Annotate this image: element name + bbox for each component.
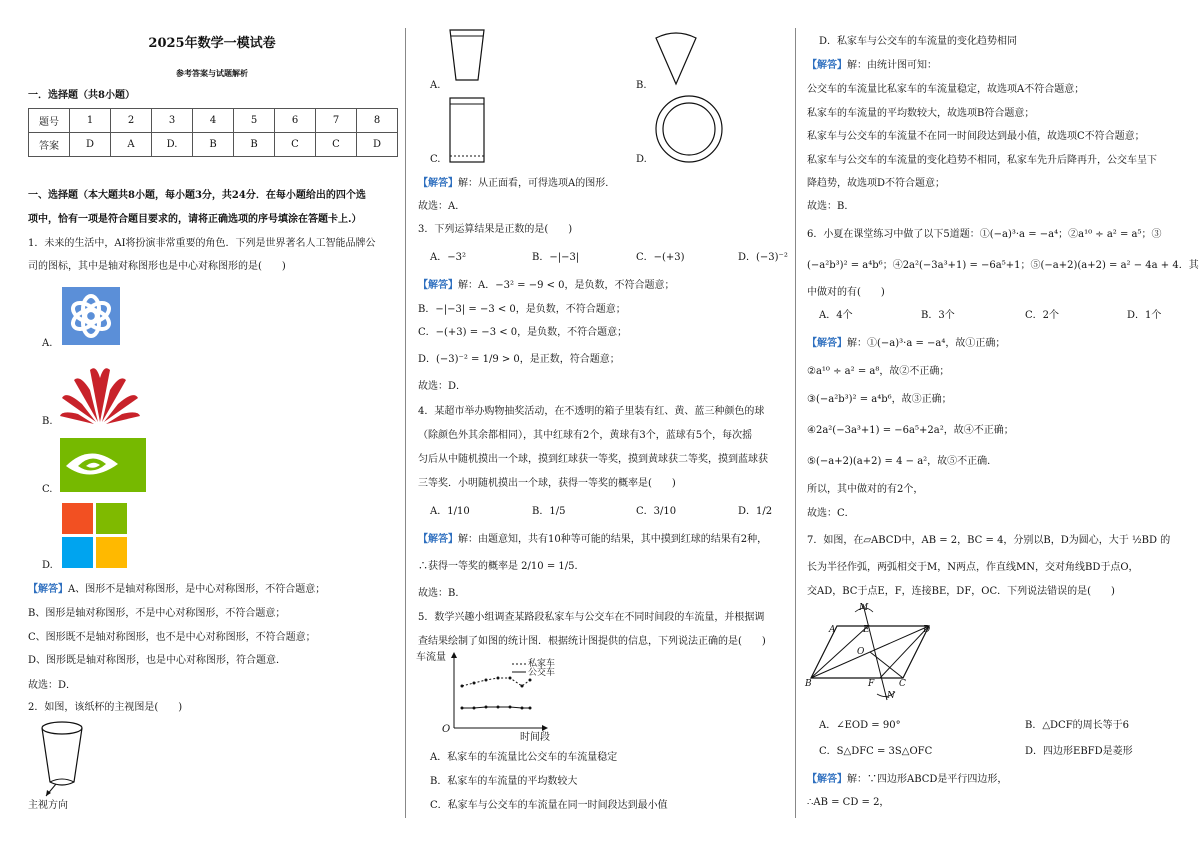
q4-stem: 三等奖．小明随机摸出一个球，获得一等奖的概率是( ) bbox=[418, 478, 676, 489]
q1-answer-line: C、图形既不是轴对称图形，也不是中心对称图形，不符合题意； bbox=[28, 632, 316, 643]
q4-stem: 匀后从中随机摸出一个球，摸到红球获一等奖，摸到黄球获二等奖，摸到蓝球获 bbox=[418, 454, 768, 465]
cup-view-a-icon bbox=[448, 28, 486, 82]
q7-answer-line: ∴AB = CD = 2， bbox=[807, 797, 890, 808]
q1-stem: 司的图标，其中是轴对称图形也是中心对称图形的是( ) bbox=[28, 261, 286, 272]
q1-option-b: B. bbox=[42, 416, 53, 427]
parallelogram-figure bbox=[807, 600, 947, 704]
q2-option-d: D. bbox=[636, 154, 647, 165]
q4-stem: （除颜色外其余都相同），其中红球有2个，黄球有3个，蓝球有5个，每次摇 bbox=[418, 430, 753, 441]
answer-tag: 【解答】 bbox=[807, 338, 847, 349]
q4-answer bbox=[418, 534, 767, 546]
section-heading: 一．选择题（共8小题） bbox=[28, 90, 135, 101]
table-cell: D. bbox=[152, 133, 193, 157]
q6-stem: (−a²b³)² = a⁴b⁶；④2a²(−3a³+1) = −6a⁵+1；⑤(−a+2)(a+2) = a² − 4a + 4．其 bbox=[807, 260, 1199, 271]
segment-oc bbox=[870, 652, 903, 678]
q4-answer-line: ∴获得一等奖的概率是 2/10 = 1/5． bbox=[418, 561, 585, 572]
private-car-points bbox=[461, 677, 532, 688]
paper-cup-icon bbox=[40, 720, 90, 796]
answer-text: 解：从正面看，可得选项A的图形． bbox=[458, 178, 616, 189]
cup-view-c-icon bbox=[448, 96, 486, 164]
q2-answer bbox=[418, 178, 615, 190]
view-direction-label: 主视方向 bbox=[28, 800, 68, 811]
label-n: N bbox=[887, 691, 895, 701]
answer-tag: 【解答】 bbox=[418, 178, 458, 189]
q7-answer bbox=[807, 774, 1007, 786]
microsoft-logo-icon bbox=[62, 503, 128, 569]
ms-green-square bbox=[96, 503, 127, 534]
table-cell: C bbox=[275, 133, 316, 157]
label-e: E bbox=[863, 625, 870, 635]
q2-option-c: C. bbox=[430, 154, 441, 165]
answer-table bbox=[28, 108, 398, 157]
q3-option-c: C．−(+3) bbox=[636, 252, 685, 263]
q7-option-d: D．四边形EBFD是菱形 bbox=[1025, 746, 1133, 757]
q7-option-b: B．△DCF的周长等于6 bbox=[1025, 720, 1130, 731]
label-d: D bbox=[923, 625, 931, 635]
ms-yellow-square bbox=[96, 537, 127, 568]
q3-option-d: D．(−3)⁻² bbox=[738, 252, 788, 263]
cup-view-d-icon bbox=[654, 94, 724, 164]
q5-stem: 5．数学兴趣小组调查某路段私家车与公交车在不同时间段的车流量，并根据调 bbox=[418, 612, 765, 623]
q4-stem: 4．某超市举办购物抽奖活动，在不透明的箱子里装有红、黄、蓝三种颜色的球 bbox=[418, 406, 765, 417]
q6-option-c: C．2个 bbox=[1025, 310, 1060, 321]
answer-tag: 【解答】 bbox=[807, 774, 847, 785]
q5-answer-line: 公交车的车流量比私家车的车流量稳定，故选项A不符合题意； bbox=[807, 84, 1085, 95]
label-m: M bbox=[859, 603, 869, 613]
column-3 bbox=[803, 0, 1199, 848]
q7-option-a: A．∠EOD = 90° bbox=[819, 720, 901, 731]
chart-origin: O bbox=[442, 724, 451, 735]
q5-option-b: B．私家车的车流量的平均数较大 bbox=[430, 776, 578, 787]
column-divider bbox=[405, 28, 406, 818]
q3-choose: 故选：D． bbox=[418, 381, 467, 392]
label-o: O bbox=[857, 647, 865, 657]
table-row bbox=[29, 109, 398, 133]
q6-answer-line: ⑤(−a+2)(a+2) = 4 − a²，故⑤不正确． bbox=[807, 456, 998, 467]
table-cell: 8 bbox=[357, 109, 398, 133]
table-cell: 答案 bbox=[29, 133, 70, 157]
instructions-line: 一、选择题（本大题共8小题，每小题3分，共24分．在每小题给出的四个选 bbox=[28, 190, 366, 201]
answer-text: 解：①(−a)³·a = −a⁴，故①正确； bbox=[847, 338, 1006, 349]
q1-option-c: C. bbox=[42, 484, 53, 495]
q4-option-a: A．1/10 bbox=[430, 506, 470, 517]
q6-stem: 中做对的有( ) bbox=[807, 287, 885, 298]
table-cell: B bbox=[234, 133, 275, 157]
column-1 bbox=[22, 0, 402, 848]
huawei-logo-icon bbox=[60, 364, 140, 426]
q1-answer-line: B、图形是轴对称图形，不是中心对称图形，不符合题意； bbox=[28, 608, 286, 619]
q5-option-d: D．私家车与公交车的车流量的变化趋势相同 bbox=[819, 36, 1018, 47]
answer-text: 解：由题意知，共有10种等可能的结果，其中摸到红球的结果有2种， bbox=[458, 534, 768, 545]
q1-choose: 故选：D． bbox=[28, 680, 77, 691]
openai-knot-icon bbox=[62, 287, 120, 345]
q6-option-a: A．4个 bbox=[819, 310, 853, 321]
segment-df bbox=[880, 626, 929, 678]
answer-tag: 【解答】 bbox=[28, 584, 68, 595]
q2-stem: 2．如图，该纸杯的主视图是( ) bbox=[28, 702, 183, 713]
q6-answer-line: 所以，其中做对的有2个， bbox=[807, 484, 924, 495]
answer-tag: 【解答】 bbox=[418, 280, 458, 291]
answer-text: A、图形不是轴对称图形，是中心对称图形，不符合题意； bbox=[68, 584, 326, 595]
table-cell: 5 bbox=[234, 109, 275, 133]
answer-text: 解：A．−3² = −9 < 0，是负数，不符合题意； bbox=[458, 280, 675, 291]
q5-option-c: C．私家车与公交车的车流量在同一时间段达到最小值 bbox=[430, 800, 668, 811]
q3-answer-line: B．−|−3| = −3 < 0，是负数，不符合题意； bbox=[418, 304, 626, 315]
table-cell: 3 bbox=[152, 109, 193, 133]
table-cell: 7 bbox=[316, 109, 357, 133]
q5-choose: 故选：B． bbox=[807, 201, 855, 212]
q1-answer-line: D、图形既是轴对称图形，也是中心对称图形，符合题意． bbox=[28, 655, 287, 666]
q3-answer-line: C．−(+3) = −3 < 0，是负数，不符合题意； bbox=[418, 327, 628, 338]
q7-stem: 7．如图，在▱ABCD中，AB = 2，BC = 4，分别以B，D为圆心，大于 ½BD 的 bbox=[807, 535, 1171, 546]
q6-answer bbox=[807, 338, 1005, 350]
q5-answer-line: 私家车与公交车的车流量不在同一时间段达到最小值，故选项C不符合题意； bbox=[807, 131, 1145, 142]
q4-option-c: C．3/10 bbox=[636, 506, 677, 517]
q1-stem: 1．未来的生活中，AI将扮演非常重要的角色．下列是世界著名人工智能品牌公 bbox=[28, 238, 376, 249]
q2-choose: 故选：A． bbox=[418, 201, 466, 212]
answer-text: 解：由统计图可知： bbox=[847, 60, 937, 71]
table-row bbox=[29, 133, 398, 157]
answer-tag: 【解答】 bbox=[418, 534, 458, 545]
q5-stem: 查结果绘制了如图的统计图．根据统计图提供的信息，下列说法正确的是( ) bbox=[418, 636, 766, 647]
table-cell: 2 bbox=[111, 109, 152, 133]
q7-option-c: C．S△DFC = 3S△OFC bbox=[819, 746, 933, 757]
table-cell: 题号 bbox=[29, 109, 70, 133]
chart-ylabel: 车流量 bbox=[416, 652, 446, 663]
label-b: B bbox=[805, 679, 812, 689]
table-cell: A bbox=[111, 133, 152, 157]
label-c: C bbox=[899, 679, 906, 689]
ms-red-square bbox=[62, 503, 93, 534]
q6-answer-line: ④2a²(−3a³+1) = −6a⁵+2a²，故④不正确； bbox=[807, 425, 1014, 436]
label-f: F bbox=[868, 679, 875, 689]
q5-answer-line: 私家车的车流量的平均数较大，故选项B符合题意； bbox=[807, 108, 1035, 119]
q3-answer bbox=[418, 280, 675, 292]
q3-stem: 3．下列运算结果是正数的是( ) bbox=[418, 224, 573, 235]
q6-answer-line: ②a¹⁰ ÷ a² = a⁸，故②不正确； bbox=[807, 366, 950, 377]
chart-xlabel: 时间段 bbox=[520, 732, 550, 743]
q1-option-d: D. bbox=[42, 560, 53, 571]
q5-answer bbox=[807, 60, 937, 72]
q2-option-a: A. bbox=[430, 80, 441, 91]
q7-stem: 长为半径作弧，两弧相交于M，N两点，作直线MN，交对角线BD于点O， bbox=[807, 562, 1139, 573]
q3-option-b: B．−|−3| bbox=[532, 252, 580, 263]
legend-private: 私家车 bbox=[528, 659, 556, 669]
line-mn bbox=[863, 604, 887, 700]
cup-view-b-icon bbox=[654, 30, 698, 86]
page-subtitle: 参考答案与试题解析 bbox=[176, 68, 248, 78]
answer-tag: 【解答】 bbox=[807, 60, 847, 71]
table-cell: 6 bbox=[275, 109, 316, 133]
q1-answer bbox=[28, 584, 325, 596]
page-title: 2025年数学一模试卷 bbox=[148, 36, 276, 51]
q6-option-d: D．1个 bbox=[1127, 310, 1162, 321]
q1-option-a: A. bbox=[42, 338, 53, 349]
table-cell: D bbox=[70, 133, 111, 157]
table-cell: D bbox=[357, 133, 398, 157]
table-cell: 1 bbox=[70, 109, 111, 133]
column-2 bbox=[414, 0, 794, 848]
legend-bus: 公交车 bbox=[528, 668, 556, 678]
label-a: A bbox=[829, 625, 836, 635]
nvidia-eye-icon bbox=[60, 438, 146, 492]
table-cell: 4 bbox=[193, 109, 234, 133]
q2-option-b: B. bbox=[636, 80, 647, 91]
q4-option-d: D．1/2 bbox=[738, 506, 773, 517]
table-cell: C bbox=[316, 133, 357, 157]
q4-choose: 故选：B． bbox=[418, 588, 466, 599]
answer-text: 解：∵四边形ABCD是平行四边形， bbox=[847, 774, 1008, 785]
ms-blue-square bbox=[62, 537, 93, 568]
q6-option-b: B．3个 bbox=[921, 310, 955, 321]
q6-stem: 6．小夏在课堂练习中做了以下5道题：①(−a)³·a = −a⁴；②a¹⁰ ÷ a² = a⁵；③ bbox=[807, 229, 1162, 240]
private-car-series bbox=[462, 678, 530, 686]
nvidia-logo-icon bbox=[60, 438, 146, 492]
q3-option-a: A．−3² bbox=[430, 252, 466, 263]
openai-logo-icon bbox=[62, 287, 120, 345]
q7-stem: 交AD，BC于点E，F，连接BE，DF，OC．下列说法错误的是( ) bbox=[807, 586, 1115, 597]
q5-answer-line: 私家车与公交车的车流量的变化趋势不相同，私家车先升后降再升，公交车呈下 bbox=[807, 155, 1157, 166]
q5-option-a: A．私家车的车流量比公交车的车流量稳定 bbox=[430, 752, 618, 763]
q5-answer-line: 降趋势，故选项D不符合题意； bbox=[807, 178, 946, 189]
table-cell: B bbox=[193, 133, 234, 157]
q6-answer-line: ③(−a²b³)² = a⁴b⁶，故③正确； bbox=[807, 394, 952, 405]
column-divider bbox=[795, 28, 796, 818]
q3-answer-line: D．(−3)⁻² = 1/9 > 0，是正数，符合题意； bbox=[418, 354, 620, 365]
q4-option-b: B．1/5 bbox=[532, 506, 566, 517]
q6-choose: 故选：C． bbox=[807, 508, 855, 519]
bus-series bbox=[462, 707, 530, 708]
instructions-line: 项中，恰有一项是符合题目要求的，请将正确选项的序号填涂在答题卡上.） bbox=[28, 214, 362, 225]
